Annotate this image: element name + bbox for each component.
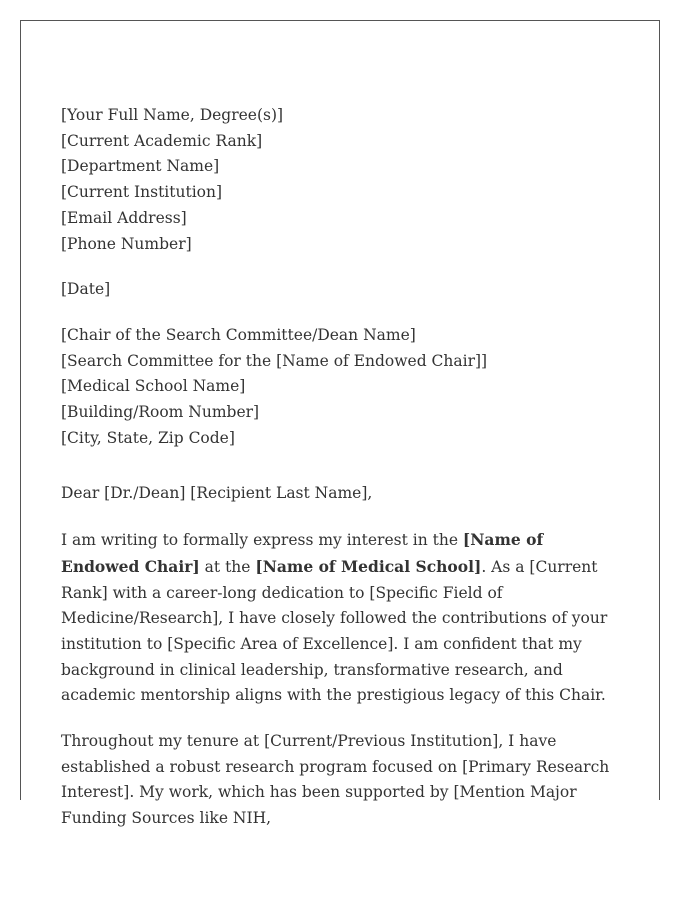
p1-text-2: at the [199,557,256,576]
letter-body [61,103,621,832]
sender-department: [Department Name] [61,157,220,176]
p1-text-1: I am writing to formally express my interest in the [61,531,463,550]
letter-page [20,20,660,828]
p1-school-name: [Name of Medical School] [255,556,482,576]
sender-name: [Your Full Name, Degree(s)] [61,106,284,124]
sender-institution: [Current Institution] [61,183,223,202]
sender-email: [Email Address] [61,208,187,227]
sender-rank: [Current Academic Rank] [61,131,263,150]
recipient-block [61,323,621,452]
letter-date: [Date] [61,280,111,299]
recipient-building: [Building/Room Number] [61,403,260,422]
body-paragraph-2: Throughout my tenure at [Current/Previous Institution], I have established a robust research program focused on [Primary Research Interest]. My work, which has been supported by [Mention Major Funding Sources like NIH, [61,732,610,828]
date-block [61,277,621,303]
p1-text-3: . As a [Current Rank] with a career-long dedication to [Specific Field of Medicine/Research], I have closely followed the contributions of your institution to [Specific Area of Excellence]. I am confident that my background in clinical leadership, transformative research, and academic mentorship aligns with the prestigious legacy of this Chair. [61,557,608,705]
recipient-committee: [Search Committee for the [Name of Endowed Chair]] [61,351,488,370]
recipient-city: [City, State, Zip Code] [61,428,235,447]
recipient-name: [Chair of the Search Committee/Dean Name] [61,325,416,344]
salutation-text: Dear [Dr./Dean] [Recipient Last Name], [61,484,373,503]
salutation [61,481,621,507]
body-paragraph-1 [61,527,621,709]
p1-chair-name: [Name of Endowed Chair] [61,530,544,576]
sender-block [61,103,621,257]
sender-phone: [Phone Number] [61,234,192,253]
recipient-school: [Medical School Name] [61,377,246,396]
